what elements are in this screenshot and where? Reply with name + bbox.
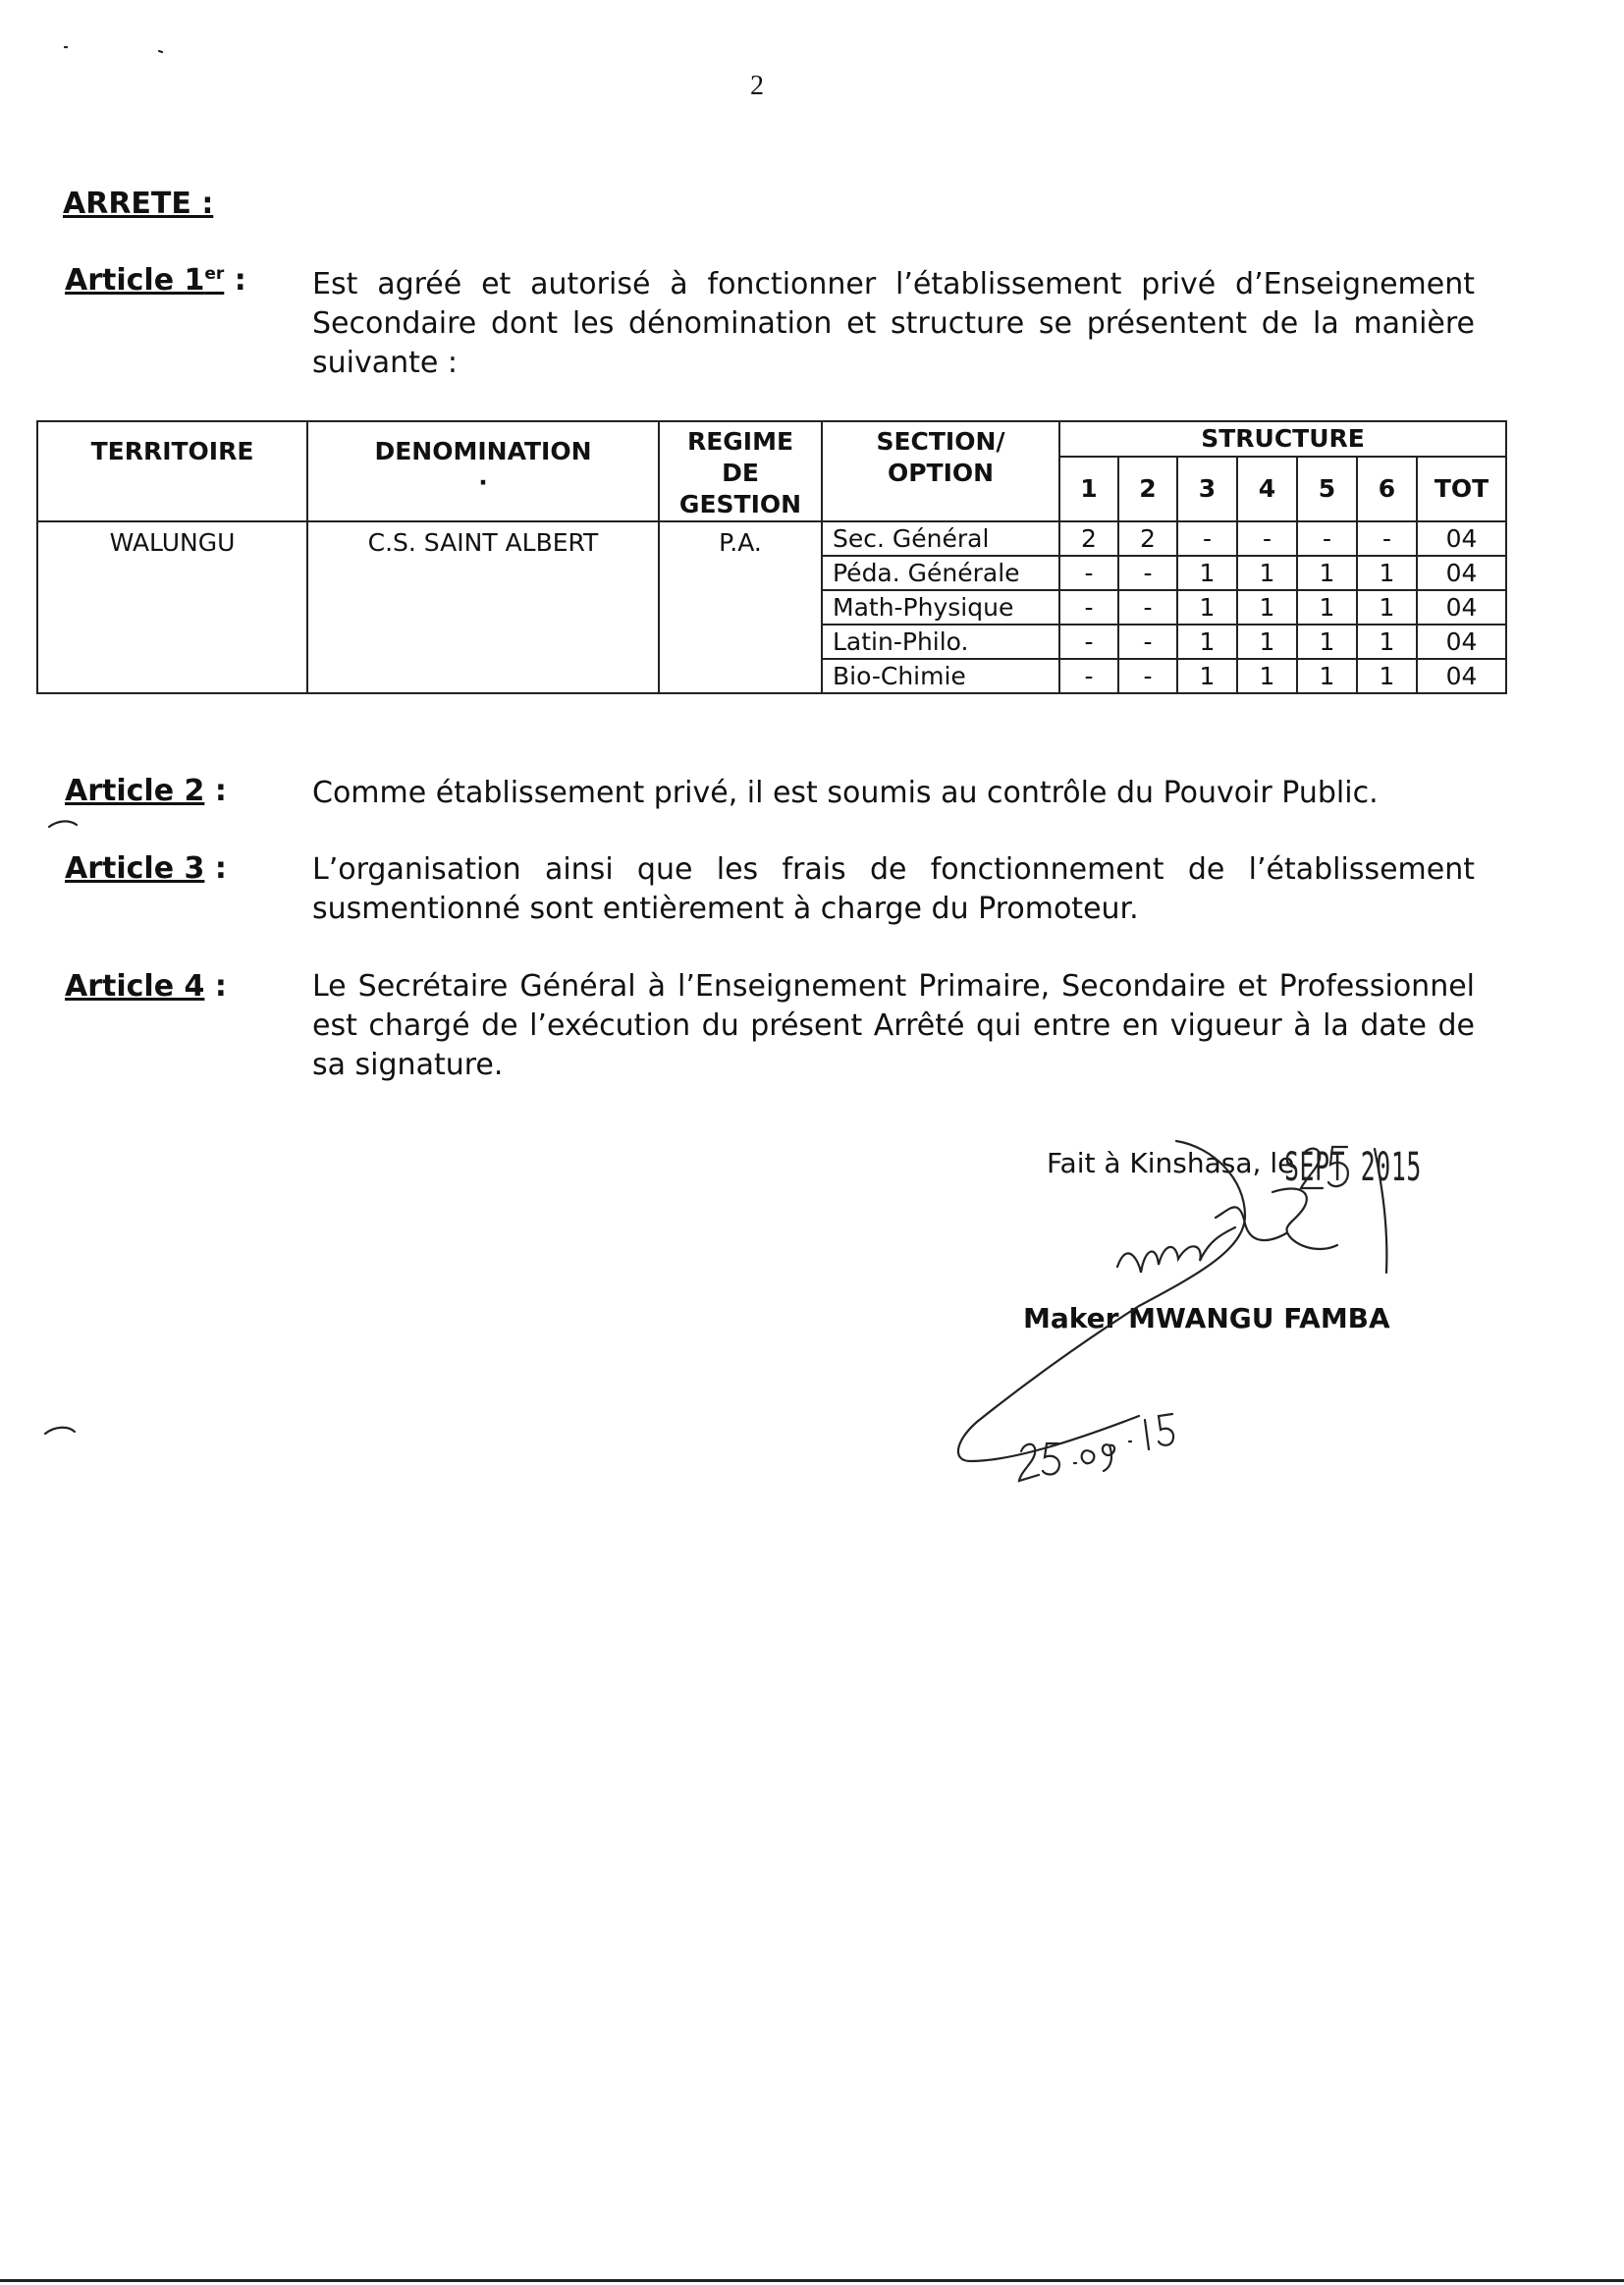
date-stamp: SEPT 2015: [1284, 1145, 1422, 1190]
denomination-cell: C.S. SAINT ALBERT: [307, 521, 659, 693]
value-cell: 1: [1297, 659, 1357, 693]
article-1-text: Est agréé et autorisé à fonctionner l’établissement privé d’Enseignement Secondaire dont les dénomination et structure se présentent de la manière suivante :: [312, 267, 1475, 380]
value-cell: -: [1059, 625, 1118, 659]
handwritten-date: [1019, 1414, 1173, 1481]
value-cell: 1: [1237, 625, 1297, 659]
stamp-day-digit-2: [1301, 1149, 1323, 1188]
value-cell: -: [1118, 556, 1177, 590]
article-2-label-text: Article 2: [65, 774, 205, 808]
value-cell: -: [1059, 556, 1118, 590]
signature-flourish: [1272, 1189, 1337, 1249]
signature-tail: [1375, 1149, 1386, 1273]
article-4-text: Le Secrétaire Général à l’Enseignement Primaire, Secondaire et Professionnel est chargé de l’exécution du présent Arrêté qui entre en vigueur à la date de sa signature.: [312, 969, 1475, 1082]
header-level-1: 1: [1059, 457, 1118, 521]
article-4-colon: :: [204, 969, 227, 1004]
article-3-label-text: Article 3: [65, 851, 205, 886]
ink-strokes: [45, 47, 1386, 1481]
header-level-5: 5: [1297, 457, 1357, 521]
decree-heading: ARRETE :: [63, 187, 214, 221]
signature-loop: [958, 1141, 1245, 1461]
value-cell: -: [1297, 521, 1357, 556]
header-regime-line-2: DE: [722, 459, 759, 487]
value-cell: -: [1357, 521, 1417, 556]
option-cell: Sec. Général: [822, 521, 1059, 556]
header-denomination-mark: ·: [478, 468, 488, 497]
value-cell: 1: [1237, 659, 1297, 693]
header-structure: STRUCTURE: [1059, 421, 1506, 457]
header-section-line-2: OPTION: [887, 459, 995, 487]
option-cell: Math-Physique: [822, 590, 1059, 625]
option-cell: Bio-Chimie: [822, 659, 1059, 693]
value-cell: -: [1177, 521, 1237, 556]
margin-mark: [49, 821, 77, 827]
header-regime-line-3: GESTION: [678, 490, 802, 518]
total-cell: 04: [1417, 521, 1506, 556]
value-cell: 1: [1297, 625, 1357, 659]
value-cell: 1: [1297, 590, 1357, 625]
article-2-text: Comme établissement privé, il est soumis au contrôle du Pouvoir Public.: [312, 776, 1379, 810]
value-cell: 2: [1118, 521, 1177, 556]
value-cell: -: [1059, 590, 1118, 625]
article-3-colon: :: [204, 851, 227, 886]
speck: [65, 47, 162, 52]
value-cell: -: [1118, 659, 1177, 693]
value-cell: -: [1237, 521, 1297, 556]
header-denomination-text: DENOMINATION: [374, 437, 592, 465]
page-number: 2: [750, 71, 764, 101]
signatory-name: Maker MWANGU FAMBA: [1023, 1302, 1390, 1334]
value-cell: 2: [1059, 521, 1118, 556]
option-cell: Latin-Philo.: [822, 625, 1059, 659]
stamp-day-digit-5: [1328, 1147, 1348, 1186]
article-1-label-main: Article 1: [65, 263, 205, 298]
signature-script: [1117, 1207, 1286, 1273]
header-level-3: 3: [1177, 457, 1237, 521]
value-cell: 1: [1297, 556, 1357, 590]
total-cell: 04: [1417, 625, 1506, 659]
footer-rule: [0, 2279, 1624, 2282]
value-cell: 1: [1237, 556, 1297, 590]
article-4-label-text: Article 4: [65, 969, 205, 1004]
regime-cell: P.A.: [659, 521, 822, 693]
header-level-tot: TOT: [1417, 457, 1506, 521]
value-cell: -: [1059, 659, 1118, 693]
article-2-colon: :: [204, 774, 227, 808]
total-cell: 04: [1417, 590, 1506, 625]
header-level-6: 6: [1357, 457, 1417, 521]
header-territoire-text: TERRITOIRE: [90, 437, 254, 465]
total-cell: 04: [1417, 659, 1506, 693]
header-level-2: 2: [1118, 457, 1177, 521]
article-1-colon: :: [224, 263, 246, 298]
value-cell: 1: [1177, 625, 1237, 659]
value-cell: -: [1118, 590, 1177, 625]
value-cell: 1: [1357, 659, 1417, 693]
article-1-label-sup: er: [204, 264, 225, 284]
value-cell: 1: [1177, 659, 1237, 693]
value-cell: 1: [1357, 590, 1417, 625]
header-regime-line-1: REGIME: [686, 427, 794, 456]
value-cell: 1: [1357, 625, 1417, 659]
header-section-line-1: SECTION/: [876, 427, 1005, 456]
territoire-cell: WALUNGU: [37, 521, 307, 693]
option-cell: Péda. Générale: [822, 556, 1059, 590]
total-cell: 04: [1417, 556, 1506, 590]
article-3-text: L’organisation ainsi que les frais de fonctionnement de l’établissement susmentionné sont entièrement à charge du Promoteur.: [312, 852, 1475, 926]
value-cell: 1: [1237, 590, 1297, 625]
value-cell: 1: [1177, 556, 1237, 590]
header-level-4: 4: [1237, 457, 1297, 521]
value-cell: 1: [1177, 590, 1237, 625]
value-cell: -: [1118, 625, 1177, 659]
place-date: Fait à Kinshasa, le: [1047, 1147, 1295, 1179]
value-cell: 1: [1357, 556, 1417, 590]
margin-mark: [45, 1428, 75, 1434]
